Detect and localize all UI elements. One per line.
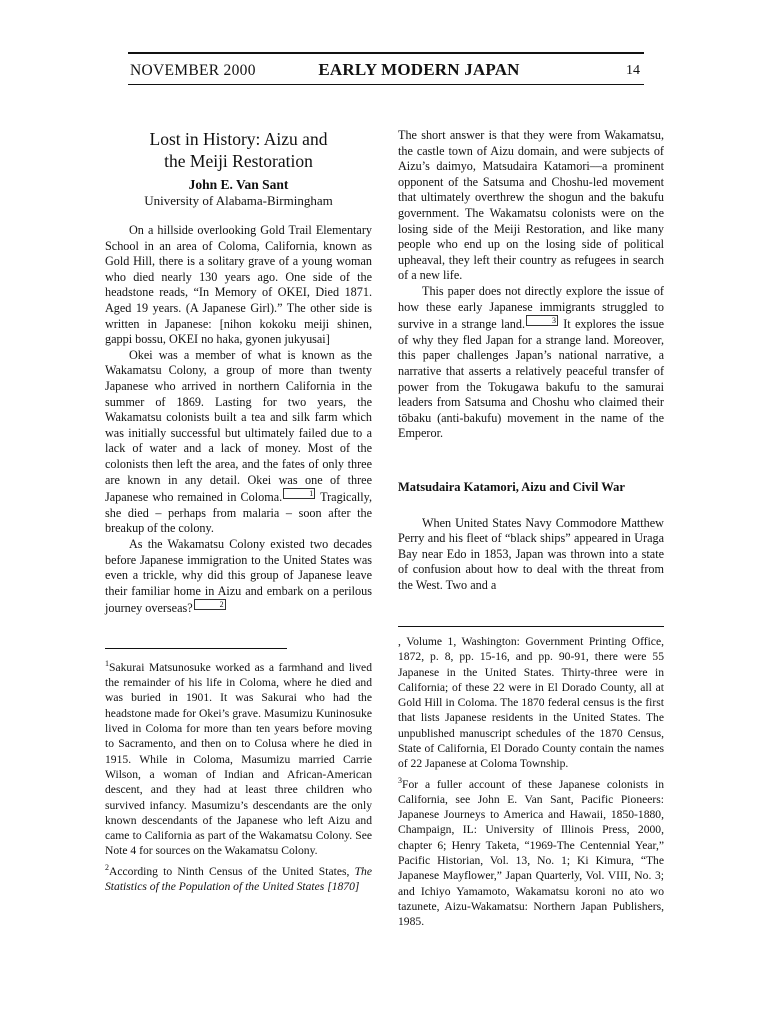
author-affiliation: University of Alabama-Birmingham — [144, 193, 333, 208]
footnote-3-number: 3 — [398, 775, 402, 785]
author-name: John E. Van Sant — [188, 177, 289, 192]
paragraph-4-text: This paper does not directly explore the issue of how these early Japanese immigrants struggled to survive in a strange land. — [398, 283, 664, 332]
footnote-2-number: 2 — [105, 862, 109, 872]
paragraph-4-text-cont: It explores the issue of why they fled Japan for a strange land. Moreover, this paper challenges Japan’s national narrative, a narrative that asserts a relatively peaceful transfer of power from the Tokugawa bakufu to the samurai leaders from Satsuma and Choshu who claimed their tōbaku (anti-bakufu) movement in the name of the Emperor. — [398, 317, 664, 441]
footnote-rule-left — [105, 648, 287, 649]
footnote-2-text: According to Ninth Census of the United States, — [109, 864, 355, 878]
footnote-1 — [105, 656, 372, 859]
paragraph-3-continued: The short answer is that they were from Wakamatsu, the castle town of Aizu domain, and were subjects of Aizu’s daimyo, Matsudaira Katamori––a prominent opponent of the Satsuma and Choshu-led movement that ultimately overthrew the shogun and the bakufu government. The Wakamatsu colonists were on the losing side of the Meiji Restoration, and like many people who end up on the losing side of political upheaval, they left their country as refugees in search of a new life. — [398, 128, 664, 283]
footnote-3-text: For a fuller account of these Japanese colonists in California, see John E. Van Sant, Pacific Pioneers: Japanese Journeys to America and Hawaii, 1850-1880, Champaign, IL: University of Illinois Press, 2000, chapter 6; Henry Taketa, “1969-The Centennial Year,” Pacific Historian, Vol. 13, No. 1; Ki Kimura, “The Japanese Mayflower,” Japan Quarterly, Vol. VIII, No. 3; and Ichiyo Yamamoto, Wakamatsu koroni no ato wo tazunete, Aizu-Wakamatsu: Northern Japan Publishers, 1985. — [398, 777, 664, 929]
section-heading: Matsudaira Katamori, Aizu and Civil War — [398, 479, 625, 494]
footnote-1-marker[interactable]: 1 — [283, 488, 315, 499]
title-line-2: the Meiji Restoration — [164, 151, 313, 171]
footnotes-left — [105, 656, 372, 895]
paragraph-3-text: As the Wakamatsu Colony existed two decades before Japanese immigration to the United States was even a trickle, why did this group of Japanese leave their familiar home in Aizu and embark on a perilous journey overseas? — [105, 536, 372, 616]
paragraph-3 — [105, 537, 372, 617]
footnote-rule-right — [398, 626, 664, 627]
footnote-2 — [105, 860, 372, 894]
paragraph-2-text-cont: Tragically, she died – perhaps from malaria – soon after the breakup of the colony. — [105, 490, 372, 536]
footnote-2-continued: , Volume 1, Washington: Government Printing Office, 1872, p. 8, pp. 15-16, and pp. 90-91, there were 55 Japanese in the United States. Thirty-three were in California; of these 22 were in El Dorado County, all at Gold Hill in Coloma. The 1870 federal census is the first that lists Japanese residents in the United States. The unpublished manuscript schedules of the 1870 Census, State of California, El Dorado County contain the names of 22 Japanese at Coloma Township. — [398, 635, 664, 771]
footnote-3 — [398, 773, 664, 930]
left-column — [105, 128, 372, 617]
footnote-3-marker[interactable]: 3 — [526, 315, 558, 326]
journal-title: EARLY MODERN JAPAN — [318, 60, 520, 79]
running-header — [128, 52, 644, 85]
article-title — [105, 128, 372, 172]
paragraph-5: When United States Navy Commodore Matthew Perry and his fleet of “black ships” appeared in Uraga Bay near Edo in 1853, Japan was thrown into a state of confusion about how to deal with the threat from the West. Two and a — [398, 515, 664, 592]
page-number: 14 — [626, 63, 640, 78]
paragraph-1: On a hillside overlooking Gold Trail Elementary School in an area of Coloma, California, known as Gold Hill, there is a solitary grave of a young woman who died nearly 130 years ago. One side of the headstone reads, “In Memory of OKEI, Died 1871. Aged 19 years. (A Japanese Girl).” The other side is written in Japanese: [nihon kokoku meiji shinen, gappi bossu, OKEI no haka, gyonen jukyusai] — [105, 223, 372, 347]
footnote-2-source-title: The Statistics of the Population of the United States [1870] — [105, 864, 372, 893]
paragraph-2 — [105, 348, 372, 537]
title-line-1: Lost in History: Aizu and — [149, 129, 328, 149]
footnote-2-marker[interactable]: 2 — [194, 599, 226, 610]
paragraph-4 — [398, 284, 664, 442]
right-column — [398, 128, 664, 594]
footnote-1-text: Sakurai Matsunosuke worked as a farmhand and lived the remainder of his life in Coloma, where he died and was buried in 1901. It was Sakurai who had the headstone made for Okei’s grave. Masumizu Kuninosuke lived in Coloma for more than ten years before moving to Sacramento, and then on to Colusa where he died in 1915. While in Coloma, Masumizu married Carrie Wilson, a woman of Indian and African-American descent, and they had at least three children who survived infancy. Masumizu’s descendants are the only known descendants of the Japanese who left Aizu and came to California as part of the Wakamatsu Colony. See Note 4 for sources on the Wakamatsu Colony. — [105, 660, 372, 858]
issue-date: NOVEMBER 2000 — [130, 62, 256, 79]
footnote-1-number: 1 — [105, 659, 109, 668]
footnotes-right — [398, 634, 664, 931]
paragraph-2-text: Okei was a member of what is known as the Wakamatsu Colony, a group of more than twenty Japanese who arrived in northern California in the summer of 1869. Lasting for two years, the Wakamatsu colonists built a tea and silk farm which was initially successful but ultimately failed due to a lack of water and a lack of money. Most of the colonists then left the area, and the fates of only three are known in any detail. Okei was one of three Japanese who remained in Coloma. — [105, 347, 372, 505]
